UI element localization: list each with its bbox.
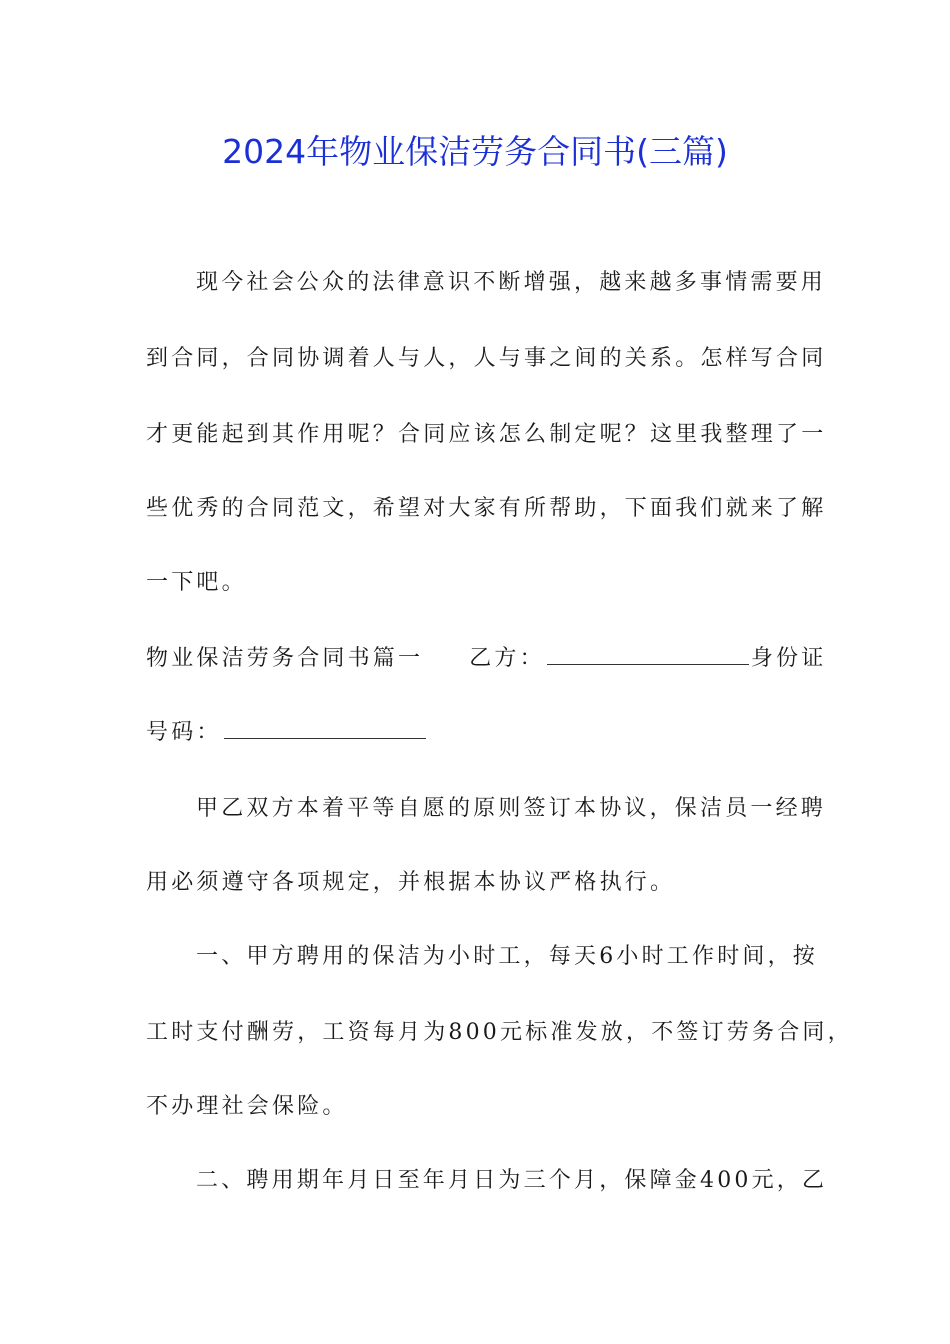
id-label-part1: 身份证: [750, 646, 827, 671]
document-title: 2024年物业保洁劳务合同书(三篇): [222, 132, 728, 171]
agreement-line-1: 甲乙双方本着平等自愿的原则签订本协议，保洁员一经聘: [196, 796, 827, 821]
section-heading: 物业保洁劳务合同书篇一: [146, 646, 424, 671]
agreement-line-2: 用必须遵守各项规定，并根据本协议严格执行。: [146, 870, 676, 895]
clause-two-line-1: 二、聘用期年月日至年月日为三个月，保障金400元，乙: [196, 1168, 828, 1193]
intro-line-5: 一下吧。: [146, 570, 247, 595]
intro-line-4: 些优秀的合同范文，希望对大家有所帮助，下面我们就来了解: [146, 496, 827, 521]
clause-one-line-2: 工时支付酬劳，工资每月为800元标准发放，不签订劳务合同，: [146, 1020, 853, 1045]
section-heading-line: [146, 642, 826, 676]
id-number-line: [146, 716, 426, 750]
id-label-part2: 号码：: [146, 720, 222, 745]
party-b-label: 乙方：: [469, 646, 545, 671]
id-number-blank: [224, 716, 426, 739]
intro-line-3: 才更能起到其作用呢？合同应该怎么制定呢？这里我整理了一: [146, 422, 827, 447]
party-b-blank: [547, 642, 749, 665]
clause-one-line-1: 一、甲方聘用的保洁为小时工，每天6小时工作时间，按: [196, 944, 818, 969]
intro-line-1: 现今社会公众的法律意识不断增强，越来越多事情需要用: [196, 270, 827, 295]
clause-one-line-3: 不办理社会保险。: [146, 1094, 348, 1119]
intro-line-2: 到合同，合同协调着人与人，人与事之间的关系。怎样写合同: [146, 346, 827, 371]
